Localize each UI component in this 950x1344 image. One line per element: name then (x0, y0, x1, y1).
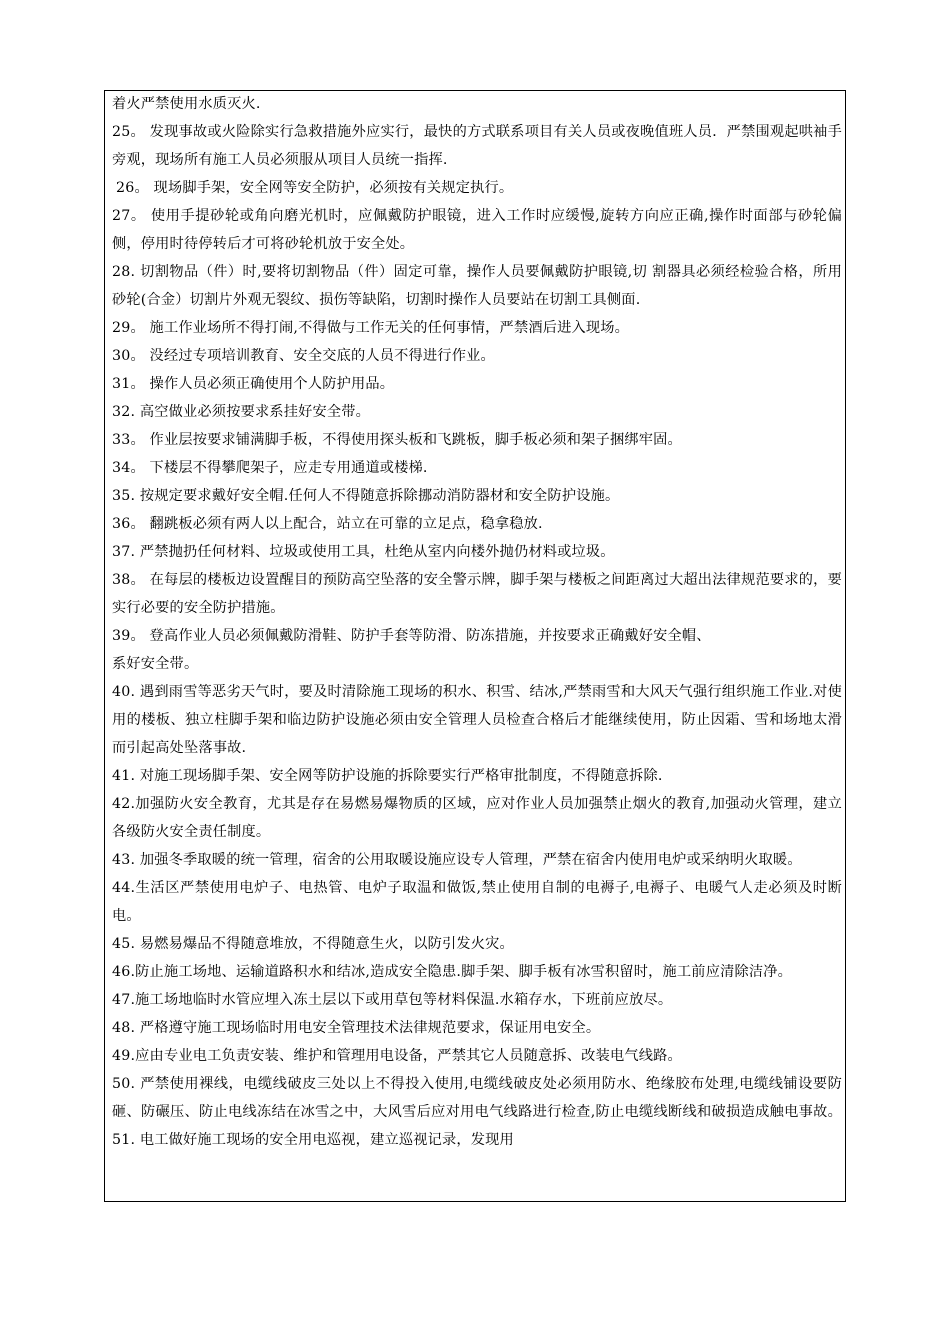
paragraph-38: 38。 在每层的楼板边设置醒目的预防高空坠落的安全警示牌，脚手架与楼板之间距离过大超出法律规范要求的，要实行必要的安全防护措施。 (112, 572, 842, 616)
paragraph-34: 34。 下楼层不得攀爬架子，应走专用通道或楼梯. (112, 460, 428, 476)
paragraph-28: 28. 切割物品（件）时,要将切割物品（件）固定可靠，操作人员要佩戴防护眼镜,切 割器具必须经检验合格，所用砂轮(合金）切割片外观无裂纹、损伤等缺陷，切割时操作人员要站在切割工具侧面. (112, 264, 842, 308)
paragraph-43: 43. 加强冬季取暖的统一管理，宿舍的公用取暖设施应设专人管理，严禁在宿舍内使用电炉或采纳明火取暖。 (112, 852, 802, 868)
paragraph-45: 45. 易燃易爆品不得随意堆放，不得随意生火，以防引发火灾。 (112, 936, 514, 952)
paragraph-25: 25。 发现事故或火险除实行急救措施外应实行，最快的方式联系项目有关人员或夜晚值班人员．严禁围观起哄袖手旁观，现场所有施工人员必须服从项目人员统一指挥. (112, 124, 842, 168)
paragraph-35: 35. 按规定要求戴好安全帽.任何人不得随意拆除挪动消防器材和安全防护设施。 (112, 488, 620, 504)
document-body (112, 90, 842, 1154)
paragraph-50: 50. 严禁使用裸线，电缆线破皮三处以上不得投入使用,电缆线破皮处必须用防水、绝缘胶布处理,电缆线铺设要防砸、防碾压、防止电线冻结在冰雪之中，大风雪后应对用电气线路进行检查,防止电缆线断线和破损造成触电事故。 51. 电工做好施工现场的安全用电巡视，建立巡视记录，发现用 (112, 1076, 842, 1148)
paragraph-29: 29。 施工作业场所不得打闹,不得做与工作无关的任何事情，严禁酒后进入现场。 (112, 320, 630, 336)
paragraph-26: 26。 现场脚手架，安全网等安全防护，必须按有关规定执行。 (116, 180, 514, 196)
paragraph-49: 49.应由专业电工负责安装、维护和管理用电设备，严禁其它人员随意拆、改装电气线路。 (112, 1048, 682, 1064)
paragraph-44: 44.生活区严禁使用电炉子、电热管、电炉子取温和做饭,禁止使用自制的电褥子,电褥子、电暖气人走必须及时断电。 (112, 880, 842, 924)
paragraph-39-continued: 系好安全带。 (112, 656, 199, 672)
paragraph-27: 27。 使用手提砂轮或角向磨光机时，应佩戴防护眼镜，进入工作时应缓慢,旋转方向应正确,操作时面部与砂轮偏侧，停用时待停转后才可将砂轮机放于安全处。 (112, 208, 842, 252)
paragraph-42: 42.加强防火安全教育，尤其是存在易燃易爆物质的区域，应对作业人员加强禁止烟火的教育,加强动火管理，建立各级防火安全责任制度。 (112, 796, 842, 840)
paragraph-31: 31。 操作人员必须正确使用个人防护用品。 (112, 376, 395, 392)
paragraph-39: 39。 登高作业人员必须佩戴防滑鞋、防护手套等防滑、防冻措施，并按要求正确戴好安全帽、 (112, 628, 711, 644)
paragraph-36: 36。 翻跳板必须有两人以上配合，站立在可靠的立足点，稳拿稳放. (112, 516, 543, 532)
paragraph-47: 47.施工场地临时水管应埋入冻土层以下或用草包等材料保温.水箱存水，下班前应放尽。 (112, 992, 673, 1008)
paragraph-40: 40. 遇到雨雪等恶劣天气时，要及时清除施工现场的积水、积雪、结冰,严禁雨雪和大风天气强行组织施工作业.对使用的楼板、独立柱脚手架和临边防护设施必须由安全管理人员检查合格后才能继续使用，防止因霜、雪和场地太滑而引起高处坠落事故. (112, 684, 842, 756)
paragraph-46: 46.防止施工场地、运输道路积水和结冰,造成安全隐患.脚手架、脚手板有冰雪积留时，施工前应清除洁净。 (112, 964, 793, 980)
paragraph-30: 30。 没经过专项培训教育、安全交底的人员不得进行作业。 (112, 348, 495, 364)
paragraph-32: 32. 高空做业必须按要求系挂好安全带。 (112, 404, 371, 420)
paragraph-33: 33。 作业层按要求铺满脚手板，不得使用探头板和飞跳板，脚手板必须和架子捆绑牢固。 (112, 432, 682, 448)
paragraph-37: 37. 严禁抛扔任何材料、垃圾或使用工具，杜绝从室内向楼外抛仍材料或垃圾。 (112, 544, 615, 560)
paragraph-48: 48. 严格遵守施工现场临时用电安全管理技术法律规范要求，保证用电安全。 (112, 1020, 601, 1036)
paragraph-41: 41. 对施工现场脚手架、安全网等防护设施的拆除要实行严格审批制度，不得随意拆除. (112, 768, 663, 784)
paragraph-continuation: 着火严禁使用水质灭火. (112, 96, 261, 112)
